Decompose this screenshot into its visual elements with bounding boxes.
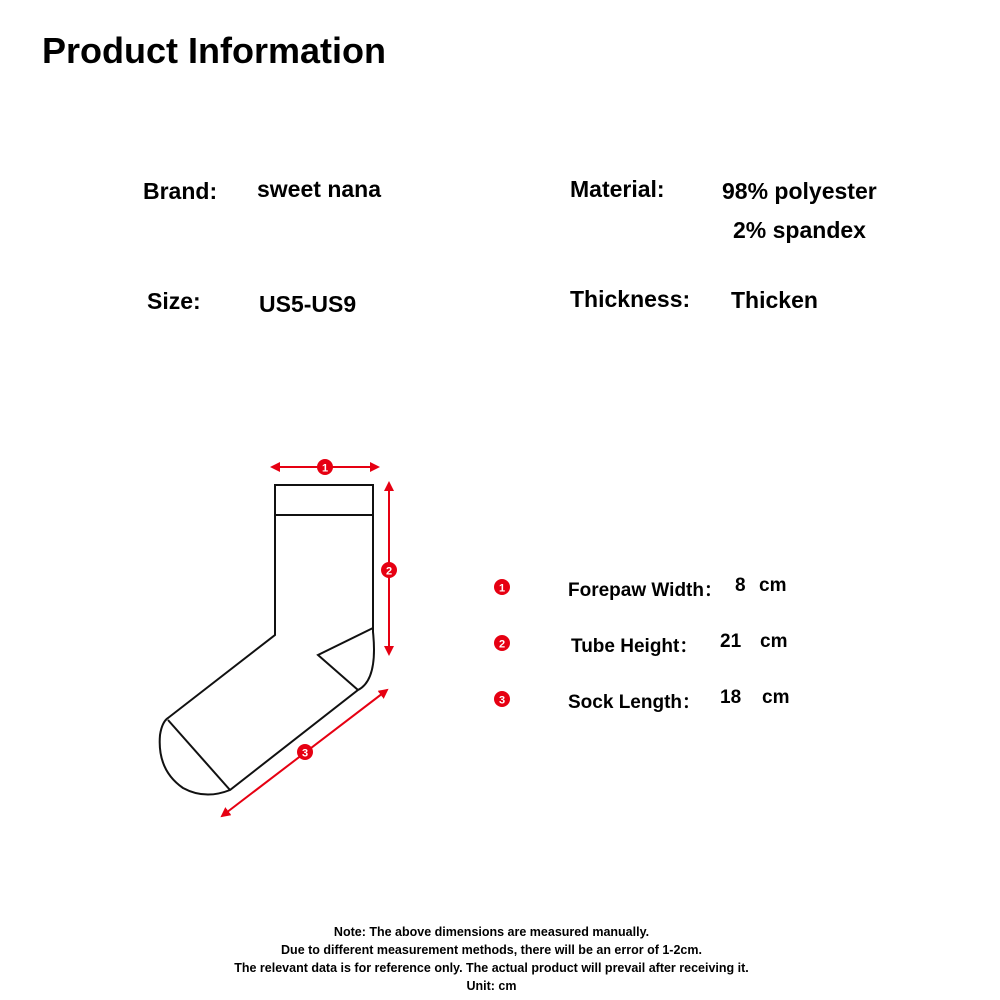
tube-height-value: 21 — [720, 631, 742, 652]
sock-length-unit: cm — [762, 687, 790, 708]
thickness-value: Thicken — [731, 287, 818, 313]
arrow-marker-3-label: 3 — [301, 747, 309, 760]
legend-marker-2 — [494, 635, 510, 651]
sock-length-value: 18 — [720, 687, 742, 708]
note-line-1: Note: The above dimensions are measured manually. — [333, 925, 650, 939]
measurement-note — [0, 923, 983, 995]
sock-outline — [160, 485, 374, 795]
svg-text:2: 2 — [498, 638, 506, 651]
material-label: Material: — [570, 176, 665, 202]
legend-marker-1 — [494, 579, 510, 595]
tube-height-label: Tube Height： — [571, 636, 699, 657]
note-line-3: The relevant data is for reference only. The actual product will prevail after receiving it. — [234, 961, 749, 975]
forepaw-width-value: 8 — [735, 575, 746, 596]
legend-marker-3 — [494, 691, 510, 707]
svg-text:3: 3 — [498, 694, 506, 707]
arrow-marker-2-label: 2 — [385, 565, 393, 578]
sock-toe-line — [168, 720, 230, 790]
sock-heel-line — [318, 628, 373, 690]
forepaw-width-unit: cm — [759, 575, 787, 596]
brand-value: sweet nana — [257, 176, 381, 202]
svg-text:1: 1 — [498, 582, 506, 595]
material-value-polyester: 98% polyester — [722, 178, 877, 204]
arrow-sock-length — [222, 690, 387, 816]
size-label: Size: — [147, 288, 201, 314]
brand-label: Brand: — [143, 178, 218, 204]
thickness-label: Thickness: — [570, 286, 691, 312]
material-value-spandex: 2% spandex — [733, 217, 866, 243]
tube-height-unit: cm — [760, 631, 788, 652]
arrow-tube-height — [381, 483, 397, 654]
page-title: Product Information — [42, 30, 386, 71]
note-line-4: Unit: cm — [466, 979, 517, 993]
size-value: US5-US9 — [259, 291, 357, 317]
arrow-forepaw-width — [272, 459, 378, 475]
sock-length-label: Sock Length： — [568, 692, 702, 713]
note-line-2: Due to different measurement methods, there will be an error of 1-2cm. — [281, 943, 702, 957]
forepaw-width-label: Forepaw Width： — [568, 580, 723, 601]
arrow-marker-1-label: 1 — [321, 462, 329, 475]
